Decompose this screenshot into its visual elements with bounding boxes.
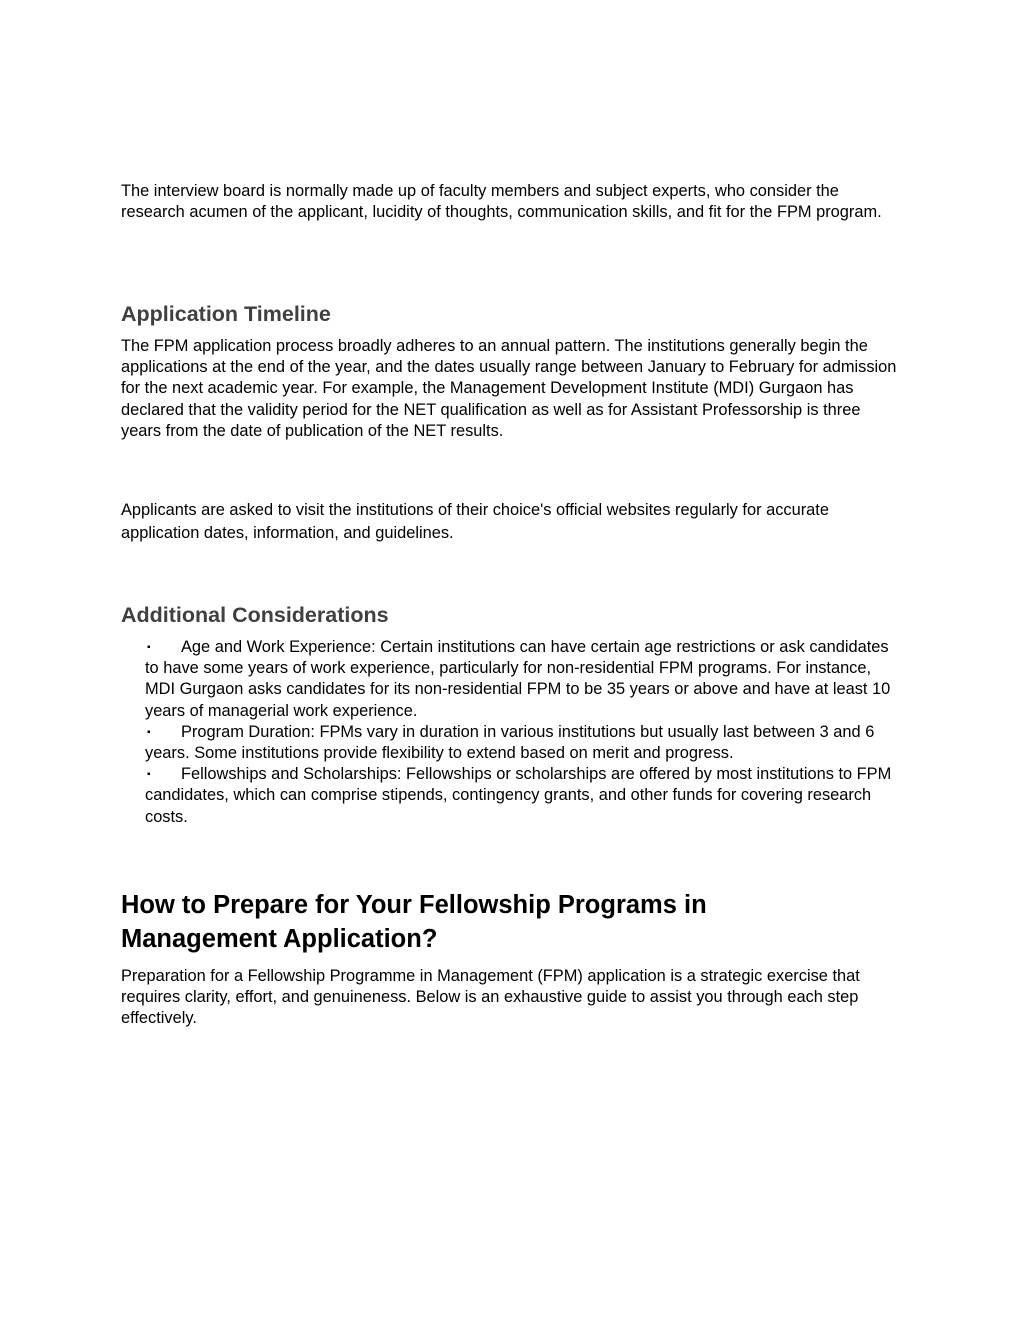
additional-considerations-heading: Additional Considerations [121,603,389,627]
considerations-list [145,637,901,828]
intro-paragraph: The interview board is normally made up of faculty members and subject experts, who consider the research acumen of the applicant, lucidity of thoughts, communication skills, and fit for the FPM program. [121,182,882,222]
list-item-text: Fellowships and Scholarships: Fellowships or scholarships are offered by most institutions to FPM candidates, which can comprise stipends, contingency grants, and other funds for covering research costs. [145,765,892,826]
timeline-paragraph: The FPM application process broadly adheres to an annual pattern. The institutions generally begin the applications at the end of the year, and the dates usually range between January to February for admission for the next academic year. For example, the Management Development Institute (MDI) Gurgaon has declared that the validity period for the NET qualification as well as for Assistant Professorship is three years from the date of publication of the NET results. [121,337,897,440]
list-item [145,764,901,828]
list-item [145,637,901,722]
square-bullet-icon: ▪ [147,726,151,738]
prepare-heading: How to Prepare for Your Fellowship Programs in Management Application? [121,891,707,953]
list-item-text: Program Duration: FPMs vary in duration in various institutions but usually last between 3 and 6 years. Some institutions provide flexibility to extend based on merit and progress. [145,722,875,763]
list-item [145,722,901,764]
square-bullet-icon: ▪ [147,642,151,653]
list-item-text: Age and Work Experience: Certain institutions can have certain age restrictions or ask candidates to have some years of work experience, particularly for non-residential FPM programs. For instance, MDI Gurgaon asks candidates for its non-residential FPM to be 35 years or above and have at least 10 years of managerial work experience. [145,638,891,720]
square-bullet-icon: ▪ [147,769,151,781]
application-timeline-heading: Application Timeline [121,302,331,326]
prepare-paragraph: Preparation for a Fellowship Programme in Management (FPM) application is a strategic exercise that requires clarity, effort, and genuineness. Below is an exhaustive guide to assist you through each step effectively. [121,967,860,1028]
visit-websites-paragraph: Applicants are asked to visit the institutions of their choice's official websites regularly for accurate application dates, information, and guidelines. [121,501,829,542]
